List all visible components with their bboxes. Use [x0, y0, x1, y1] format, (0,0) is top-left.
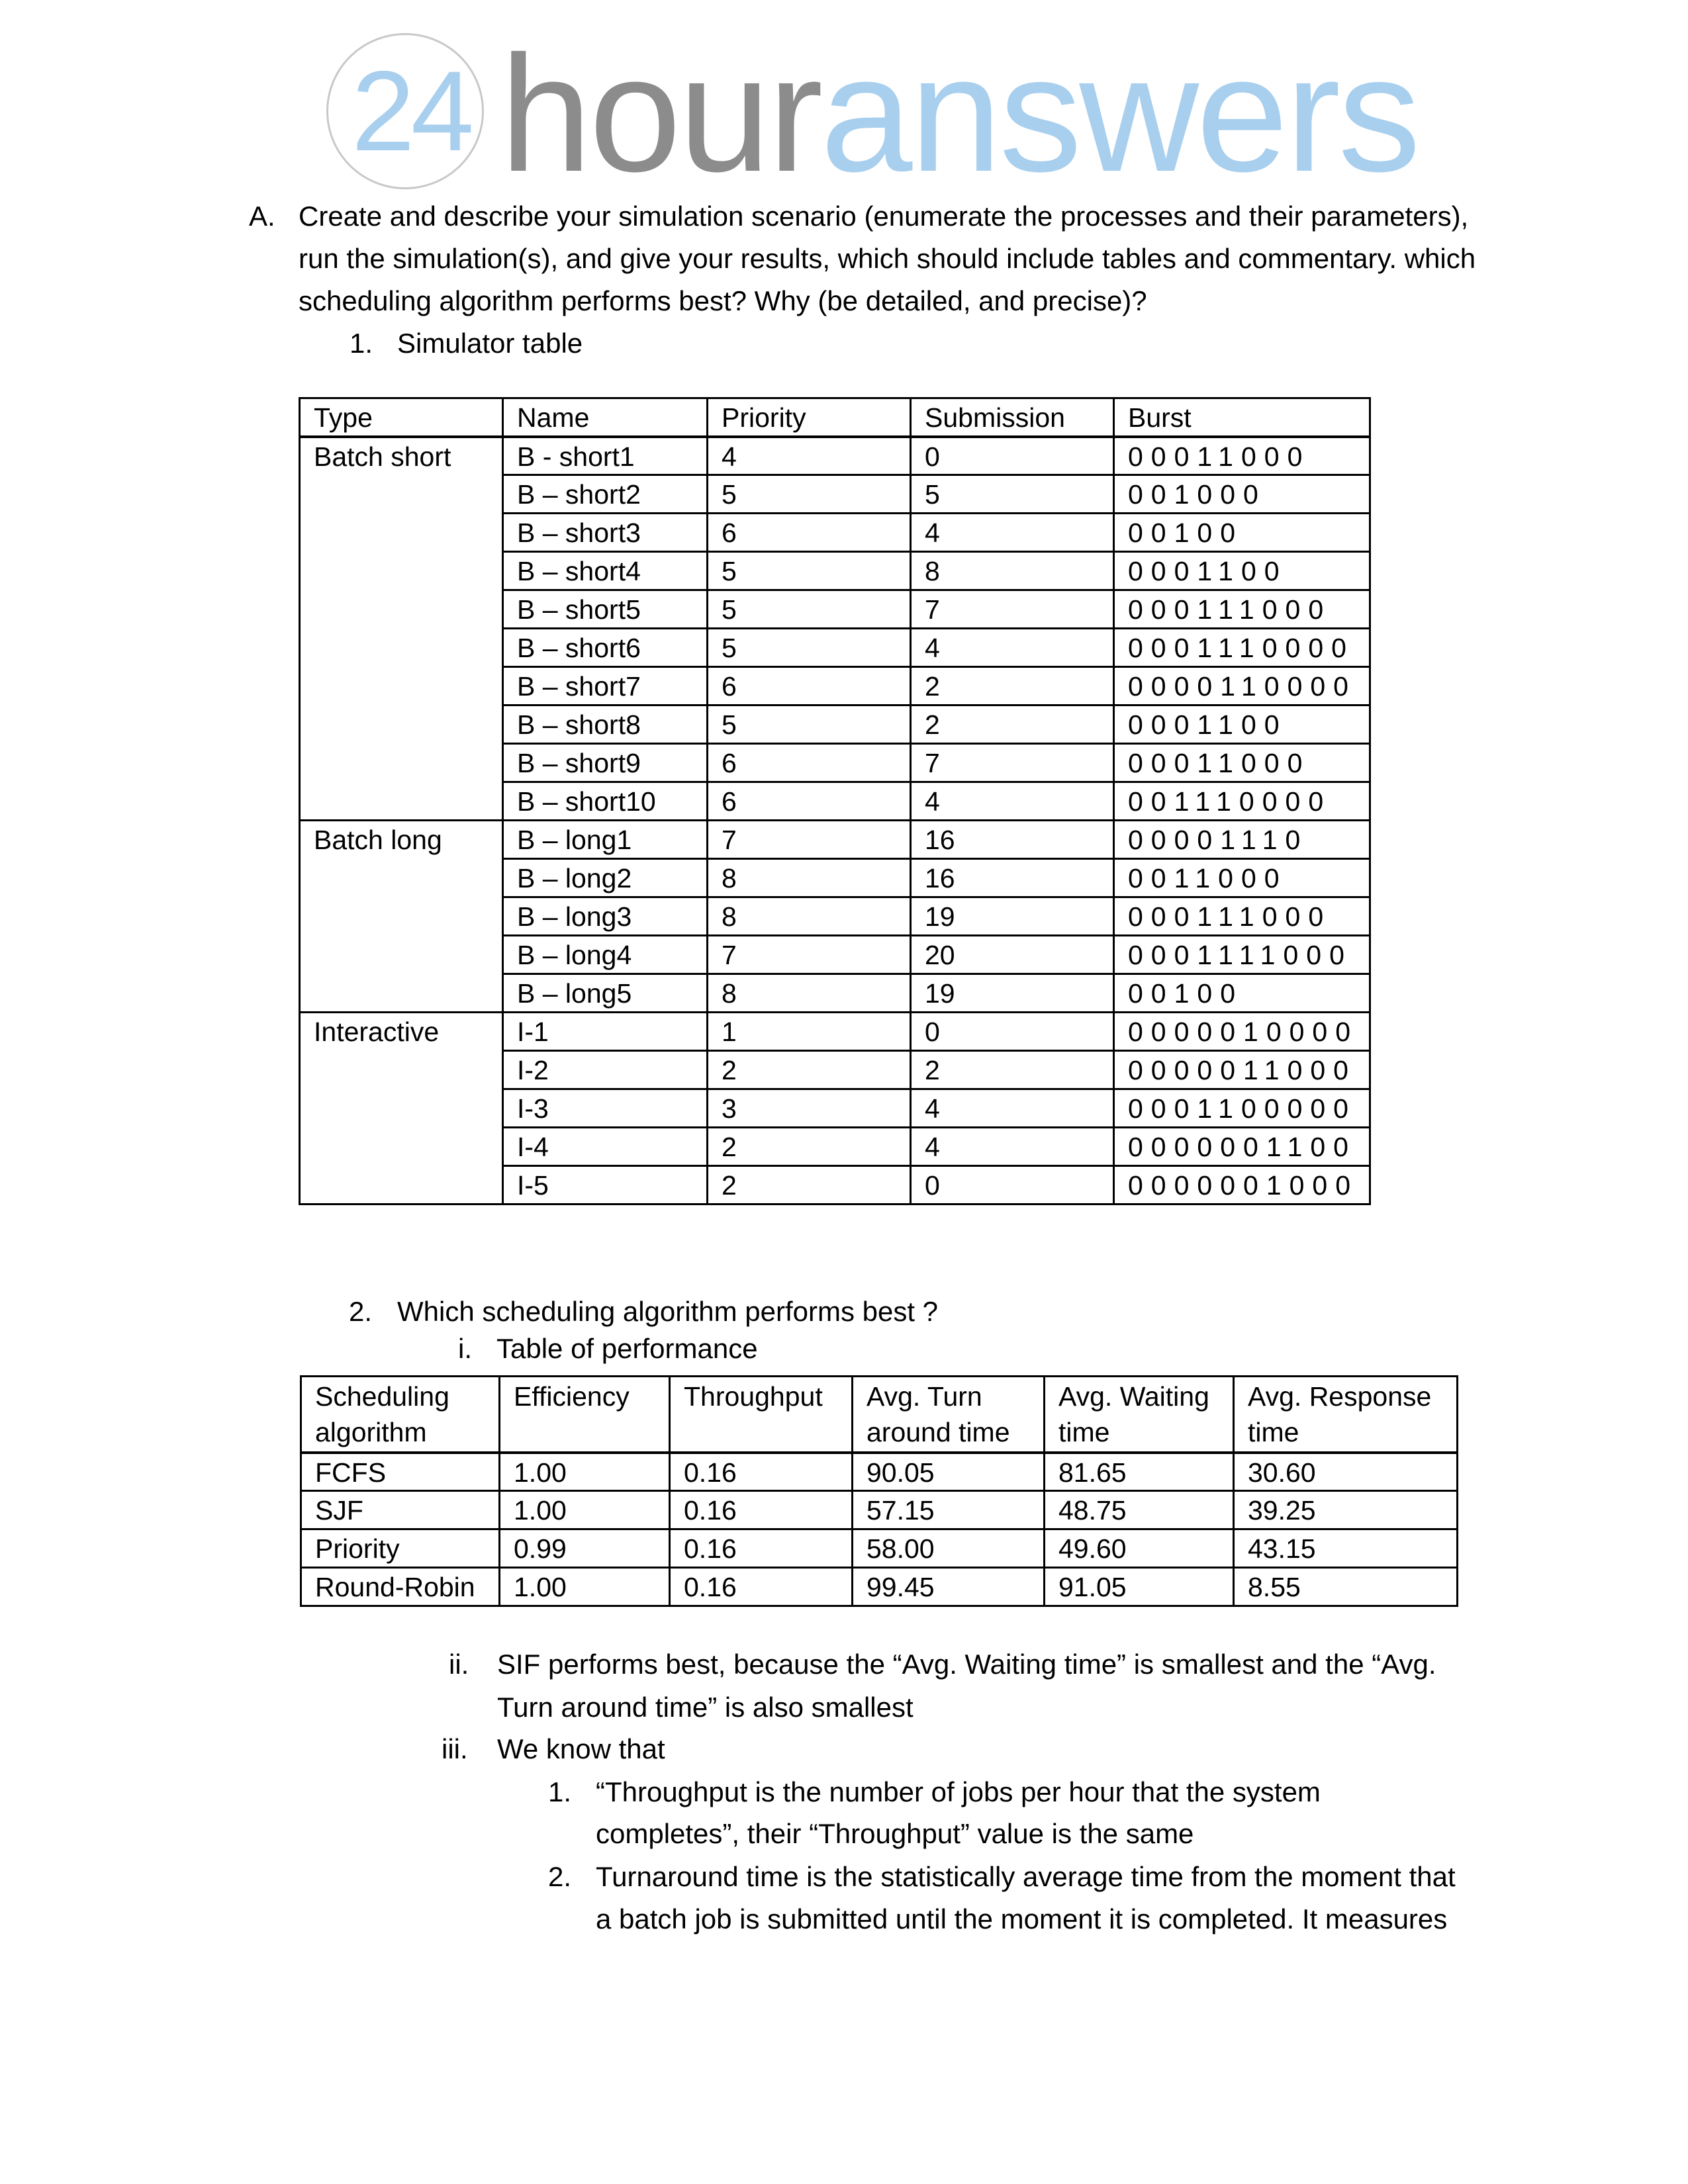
burst-cell: 00100 — [1114, 974, 1370, 1013]
name-cell: B – long4 — [503, 936, 708, 974]
burst-cell: 0001111000 — [1114, 936, 1370, 974]
throughput-cell: 0.16 — [670, 1491, 853, 1529]
response-cell: 43.15 — [1234, 1529, 1458, 1568]
commentary-item-1-line-1: “Throughput is the number of jobs per hour that the system — [596, 1776, 1321, 1807]
table-row — [300, 437, 1370, 475]
priority-cell: 7 — [708, 821, 911, 859]
site-logo — [326, 21, 1419, 206]
priority-cell: 3 — [708, 1089, 911, 1128]
priority-cell: 6 — [708, 782, 911, 821]
burst-cell: 0000001100 — [1114, 1128, 1370, 1166]
table-row — [301, 1453, 1458, 1491]
submission-cell: 19 — [911, 974, 1114, 1013]
commentary-ii-marker: ii. — [449, 1649, 469, 1680]
column-header: Priority — [708, 398, 911, 437]
question-line-2: run the simulation(s), and give your results, which should include tables and commentary. which — [299, 243, 1476, 274]
algorithm-cell: FCFS — [301, 1453, 500, 1491]
name-cell: B – short4 — [503, 552, 708, 590]
priority-cell: 5 — [708, 705, 911, 744]
priority-cell: 5 — [708, 475, 911, 514]
priority-cell: 8 — [708, 897, 911, 936]
table-row — [300, 1013, 1370, 1051]
submission-cell: 4 — [911, 1128, 1114, 1166]
priority-cell: 4 — [708, 437, 911, 475]
waiting-cell: 81.65 — [1045, 1453, 1234, 1491]
submission-cell: 7 — [911, 590, 1114, 629]
name-cell: I-4 — [503, 1128, 708, 1166]
commentary-item-2-line-1: Turnaround time is the statistically average time from the moment that — [596, 1861, 1456, 1892]
submission-cell: 4 — [911, 1089, 1114, 1128]
submission-cell: 20 — [911, 936, 1114, 974]
name-cell: I-1 — [503, 1013, 708, 1051]
priority-cell: 7 — [708, 936, 911, 974]
logo-wordmark — [500, 21, 1419, 206]
burst-cell: 000111000 — [1114, 590, 1370, 629]
name-cell: B – short6 — [503, 629, 708, 667]
submission-cell: 16 — [911, 859, 1114, 897]
commentary-item-2-line-2: a batch job is submitted until the moment it is completed. It measures — [596, 1903, 1448, 1934]
submission-cell: 0 — [911, 437, 1114, 475]
table-row — [301, 1568, 1458, 1606]
name-cell: B – short9 — [503, 744, 708, 782]
burst-cell: 0001100 — [1114, 705, 1370, 744]
submission-cell: 2 — [911, 1051, 1114, 1089]
throughput-cell: 0.16 — [670, 1453, 853, 1491]
column-header: Burst — [1114, 398, 1370, 437]
name-cell: B – short2 — [503, 475, 708, 514]
burst-cell: 00011000 — [1114, 744, 1370, 782]
table-row — [300, 821, 1370, 859]
submission-cell: 0 — [911, 1013, 1114, 1051]
burst-cell: 0001100000 — [1114, 1089, 1370, 1128]
waiting-cell: 48.75 — [1045, 1491, 1234, 1529]
burst-cell: 0000110000 — [1114, 667, 1370, 705]
priority-cell: 6 — [708, 744, 911, 782]
performance-table — [300, 1375, 1458, 1607]
algorithm-cell: Priority — [301, 1529, 500, 1568]
type-cell: Interactive — [300, 1013, 503, 1205]
column-header: Submission — [911, 398, 1114, 437]
throughput-cell: 0.16 — [670, 1568, 853, 1606]
priority-cell: 8 — [708, 974, 911, 1013]
commentary-ii-line-1: SIF performs best, because the “Avg. Waiting time” is smallest and the “Avg. — [497, 1649, 1436, 1680]
section2-title: Which scheduling algorithm performs best ? — [397, 1296, 939, 1327]
commentary-ii-line-2: Turn around time” is also smallest — [497, 1692, 914, 1723]
question-marker: A. — [249, 201, 275, 232]
section1-marker: 1. — [350, 328, 373, 359]
column-header: Efficiency — [500, 1377, 670, 1453]
priority-cell: 1 — [708, 1013, 911, 1051]
efficiency-cell: 1.00 — [500, 1491, 670, 1529]
table-row — [301, 1491, 1458, 1529]
submission-cell: 4 — [911, 514, 1114, 552]
burst-cell: 00011000 — [1114, 437, 1370, 475]
burst-cell: 000111000 — [1114, 897, 1370, 936]
name-cell: B – short3 — [503, 514, 708, 552]
column-header: Avg. Response time — [1234, 1377, 1458, 1453]
burst-cell: 00001110 — [1114, 821, 1370, 859]
priority-cell: 6 — [708, 667, 911, 705]
priority-cell: 8 — [708, 859, 911, 897]
type-cell: Batch long — [300, 821, 503, 1013]
column-header: Name — [503, 398, 708, 437]
subsection-i-title: Table of performance — [496, 1333, 758, 1364]
name-cell: B – long5 — [503, 974, 708, 1013]
submission-cell: 16 — [911, 821, 1114, 859]
algorithm-cell: SJF — [301, 1491, 500, 1529]
column-header: Avg. Turn around time — [853, 1377, 1045, 1453]
name-cell: I-2 — [503, 1051, 708, 1089]
question-line-3: scheduling algorithm performs best? Why (be detailed, and precise)? — [299, 285, 1147, 316]
name-cell: I-3 — [503, 1089, 708, 1128]
submission-cell: 2 — [911, 705, 1114, 744]
logo-word-answers: answers — [820, 21, 1419, 206]
commentary-item-1-marker: 1. — [548, 1776, 572, 1807]
waiting-cell: 49.60 — [1045, 1529, 1234, 1568]
question-line-1: Create and describe your simulation scenario (enumerate the processes and their parameters), — [299, 201, 1469, 232]
priority-cell: 2 — [708, 1128, 911, 1166]
burst-cell: 0000011000 — [1114, 1051, 1370, 1089]
burst-cell: 0001100 — [1114, 552, 1370, 590]
logo-word-hour: hour — [500, 21, 821, 206]
commentary-iii-text: We know that — [497, 1733, 665, 1764]
burst-cell: 0011000 — [1114, 859, 1370, 897]
priority-cell: 5 — [708, 590, 911, 629]
subsection-i-marker: i. — [458, 1333, 472, 1364]
name-cell: B – long1 — [503, 821, 708, 859]
priority-cell: 5 — [708, 629, 911, 667]
priority-cell: 2 — [708, 1166, 911, 1205]
burst-cell: 0001110000 — [1114, 629, 1370, 667]
burst-cell: 0000001000 — [1114, 1166, 1370, 1205]
turnaround-cell: 90.05 — [853, 1453, 1045, 1491]
response-cell: 30.60 — [1234, 1453, 1458, 1491]
name-cell: B – long3 — [503, 897, 708, 936]
simulator-table — [299, 397, 1371, 1205]
name-cell: B – long2 — [503, 859, 708, 897]
submission-cell: 0 — [911, 1166, 1114, 1205]
response-cell: 8.55 — [1234, 1568, 1458, 1606]
turnaround-cell: 57.15 — [853, 1491, 1045, 1529]
table-row — [301, 1529, 1458, 1568]
table-header-row — [301, 1377, 1458, 1453]
name-cell: B – short10 — [503, 782, 708, 821]
column-header: Throughput — [670, 1377, 853, 1453]
throughput-cell: 0.16 — [670, 1529, 853, 1568]
submission-cell: 5 — [911, 475, 1114, 514]
priority-cell: 6 — [708, 514, 911, 552]
priority-cell: 5 — [708, 552, 911, 590]
name-cell: B – short7 — [503, 667, 708, 705]
section1-title: Simulator table — [397, 328, 583, 359]
turnaround-cell: 58.00 — [853, 1529, 1045, 1568]
response-cell: 39.25 — [1234, 1491, 1458, 1529]
column-header: Scheduling algorithm — [301, 1377, 500, 1453]
logo-number: 24 — [352, 48, 471, 175]
submission-cell: 4 — [911, 629, 1114, 667]
algorithm-cell: Round-Robin — [301, 1568, 500, 1606]
type-cell: Batch short — [300, 437, 503, 821]
table-header-row — [300, 398, 1370, 437]
commentary-item-2-marker: 2. — [548, 1861, 572, 1892]
burst-cell: 00100 — [1114, 514, 1370, 552]
column-header: Type — [300, 398, 503, 437]
submission-cell: 7 — [911, 744, 1114, 782]
burst-cell: 001110000 — [1114, 782, 1370, 821]
burst-cell: 001000 — [1114, 475, 1370, 514]
name-cell: B – short5 — [503, 590, 708, 629]
efficiency-cell: 1.00 — [500, 1568, 670, 1606]
priority-cell: 2 — [708, 1051, 911, 1089]
efficiency-cell: 1.00 — [500, 1453, 670, 1491]
commentary-item-1-line-2: completes”, their “Throughput” value is the same — [596, 1818, 1194, 1849]
turnaround-cell: 99.45 — [853, 1568, 1045, 1606]
commentary-iii-marker: iii. — [442, 1733, 468, 1764]
name-cell: I-5 — [503, 1166, 708, 1205]
submission-cell: 2 — [911, 667, 1114, 705]
efficiency-cell: 0.99 — [500, 1529, 670, 1568]
section2-marker: 2. — [349, 1296, 373, 1327]
name-cell: B – short8 — [503, 705, 708, 744]
submission-cell: 4 — [911, 782, 1114, 821]
submission-cell: 8 — [911, 552, 1114, 590]
waiting-cell: 91.05 — [1045, 1568, 1234, 1606]
burst-cell: 0000010000 — [1114, 1013, 1370, 1051]
submission-cell: 19 — [911, 897, 1114, 936]
name-cell: B - short1 — [503, 437, 708, 475]
column-header: Avg. Waiting time — [1045, 1377, 1234, 1453]
